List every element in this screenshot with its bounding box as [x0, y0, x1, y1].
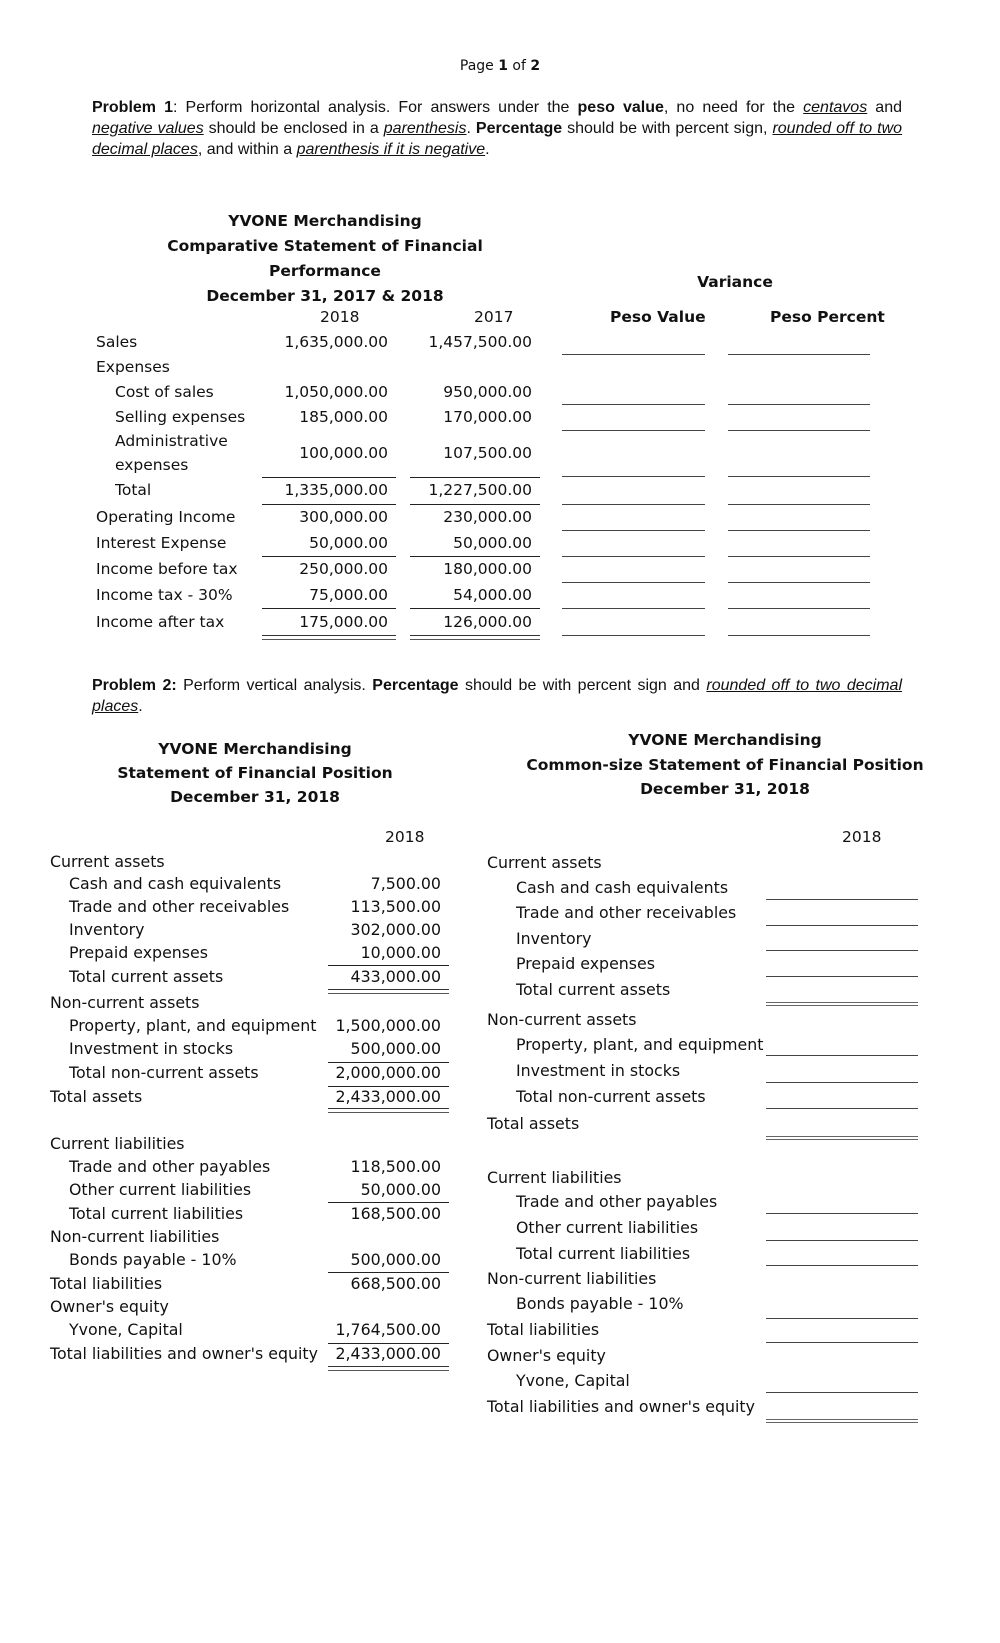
bs-row-label: Owner's equity [50, 1297, 169, 1316]
statement-date: December 31, 2018 [170, 788, 340, 806]
total-rule [262, 556, 396, 557]
bs-row-value: 50,000.00 [360, 1180, 441, 1199]
bs-row-label: Prepaid expenses [69, 943, 208, 962]
total-rule [328, 1202, 449, 1203]
total-rule [410, 608, 540, 609]
total-rule [328, 1086, 449, 1087]
cs-row-label: Trade and other payables [516, 1192, 718, 1211]
problem2-right-header [520, 728, 930, 802]
peso-percent-input[interactable] [728, 354, 870, 355]
total-rule [262, 608, 396, 609]
peso-value-input[interactable] [562, 635, 705, 636]
percent-input[interactable] [766, 899, 918, 900]
peso-percent-input[interactable] [728, 504, 870, 505]
cs-row-label: Total current liabilities [516, 1244, 691, 1263]
peso-value-input[interactable] [562, 504, 705, 505]
bs-row-label: Inventory [69, 920, 145, 939]
value-2017: 950,000.00 [443, 383, 532, 401]
peso-value-input[interactable] [562, 476, 705, 477]
col-2017: 2017 [474, 308, 514, 326]
peso-percent-input[interactable] [728, 530, 870, 531]
col-peso-percent: Peso Percent [770, 308, 885, 326]
value-2018: 1,335,000.00 [284, 481, 388, 499]
value-2018: 185,000.00 [299, 408, 388, 426]
bs-row-label: Current assets [50, 852, 165, 871]
statement-title: Statement of Financial Position [117, 764, 393, 782]
total-rule [262, 504, 396, 505]
bs-row-label: Total non-current assets [69, 1063, 259, 1082]
problem2-left-header [90, 737, 420, 809]
percent-input[interactable] [766, 1265, 918, 1266]
company-name: YVONE Merchandising [628, 731, 822, 749]
statement-date: December 31, 2018 [640, 780, 810, 798]
bs-row-label: Yvone, Capital [69, 1320, 183, 1339]
bs-row-label: Total liabilities [50, 1274, 163, 1293]
bs-row-label: Non-current assets [50, 993, 200, 1012]
peso-percent-input[interactable] [728, 582, 870, 583]
percent-input[interactable] [766, 1002, 918, 1006]
percent-input[interactable] [766, 925, 918, 926]
percent-input[interactable] [766, 1136, 918, 1140]
value-2017: 170,000.00 [443, 408, 532, 426]
total-rule [410, 635, 540, 640]
cs-row-label: Cash and cash equivalents [516, 878, 729, 897]
bs-row-value: 1,764,500.00 [335, 1320, 441, 1339]
bs-row-label: Bonds payable - 10% [69, 1250, 237, 1269]
page-indicator: Page 1 of 2 [459, 58, 541, 74]
row-label: Administrative [115, 432, 228, 450]
right-year-header: 2018 [842, 828, 882, 846]
cs-row-label: Prepaid expenses [516, 954, 655, 973]
total-rule [328, 1272, 449, 1273]
bs-row-value: 500,000.00 [350, 1039, 441, 1058]
statement-title: Comparative Statement of Financial Performance [167, 237, 483, 280]
bs-row-label: Other current liabilities [69, 1180, 252, 1199]
value-2017: 107,500.00 [443, 444, 532, 462]
row-label: Income tax - 30% [96, 586, 233, 604]
value-2017: 126,000.00 [443, 613, 532, 631]
bs-row-label: Cash and cash equivalents [69, 874, 282, 893]
peso-value-input[interactable] [562, 582, 705, 583]
bs-row-label: Non-current liabilities [50, 1227, 220, 1246]
percent-input[interactable] [766, 976, 918, 977]
company-name: YVONE Merchandising [228, 212, 422, 230]
row-label: Cost of sales [115, 383, 214, 401]
peso-value-input[interactable] [562, 530, 705, 531]
row-label-cont: expenses [115, 456, 189, 474]
percent-input[interactable] [766, 1318, 918, 1319]
value-2018: 250,000.00 [299, 560, 388, 578]
row-label: Selling expenses [115, 408, 246, 426]
cs-row-label: Owner's equity [487, 1346, 606, 1365]
bs-row-value: 302,000.00 [350, 920, 441, 939]
bs-row-label: Trade and other receivables [69, 897, 290, 916]
bs-row-value: 500,000.00 [350, 1250, 441, 1269]
current-page: 1 [498, 58, 508, 74]
total-pages: 2 [530, 58, 541, 74]
row-label: Total [115, 481, 152, 499]
bs-row-value: 2,433,000.00 [335, 1344, 441, 1363]
percent-input[interactable] [766, 1108, 918, 1109]
bs-row-label: Investment in stocks [69, 1039, 234, 1058]
total-rule [328, 965, 449, 966]
bs-row-value: 433,000.00 [350, 967, 441, 986]
total-rule [262, 635, 396, 640]
percent-input[interactable] [766, 1342, 918, 1343]
percent-input[interactable] [766, 950, 918, 951]
cs-row-label: Total assets [487, 1114, 580, 1133]
row-label: Income before tax [96, 560, 238, 578]
row-label: Sales [96, 333, 138, 351]
problem2-instructions: Problem 2: Perform vertical analysis. Percentage should be with percent sign and rounded off to two decimal places. [92, 677, 903, 715]
cs-row-label: Trade and other receivables [516, 903, 737, 922]
problem1-instructions: Problem 1: Perform horizontal analysis. For answers under the peso value, no need for the centavos and negative values should be enclosed in a parenthesis. Percentage should be with percent sign, rounded off to two decimal places, and within a parenthesis if it is negative. [92, 99, 903, 158]
peso-value-input[interactable] [562, 608, 705, 609]
peso-percent-input[interactable] [728, 476, 870, 477]
percent-input[interactable] [766, 1392, 918, 1393]
percent-input[interactable] [766, 1055, 918, 1056]
value-2017: 1,227,500.00 [428, 481, 532, 499]
percent-input[interactable] [766, 1419, 918, 1423]
peso-value-input[interactable] [562, 404, 705, 405]
bs-row-label: Current liabilities [50, 1134, 185, 1153]
col-2018: 2018 [320, 308, 360, 326]
total-rule [328, 1108, 449, 1113]
bs-row-label: Property, plant, and equipment [69, 1016, 317, 1035]
value-2018: 175,000.00 [299, 613, 388, 631]
bs-row-label: Total current liabilities [69, 1204, 244, 1223]
row-label: Expenses [96, 358, 170, 376]
peso-percent-input[interactable] [728, 404, 870, 405]
row-label: Income after tax [96, 613, 225, 631]
value-2018: 75,000.00 [309, 586, 388, 604]
bs-row-value: 668,500.00 [350, 1274, 441, 1293]
bs-row-value: 1,500,000.00 [335, 1016, 441, 1035]
bs-row-value: 2,433,000.00 [335, 1087, 441, 1106]
cs-row-label: Other current liabilities [516, 1218, 699, 1237]
value-2018: 50,000.00 [309, 534, 388, 552]
bs-row-label: Total liabilities and owner's equity [50, 1344, 318, 1363]
total-rule [410, 556, 540, 557]
percent-input[interactable] [766, 1213, 918, 1214]
cs-row-label: Non-current assets [487, 1010, 637, 1029]
peso-value-input[interactable] [562, 556, 705, 557]
left-year-header: 2018 [385, 828, 425, 846]
value-2017: 50,000.00 [453, 534, 532, 552]
cs-row-label: Bonds payable - 10% [516, 1294, 684, 1313]
cs-row-label: Total liabilities [487, 1320, 600, 1339]
bs-row-label: Total current assets [69, 967, 224, 986]
statement-title: Common-size Statement of Financial Position [526, 755, 924, 774]
percent-input[interactable] [766, 1082, 918, 1083]
total-rule [410, 504, 540, 505]
value-2018: 1,635,000.00 [284, 333, 388, 351]
cs-row-label: Yvone, Capital [516, 1371, 630, 1390]
cs-row-label: Current liabilities [487, 1168, 622, 1187]
value-2017: 1,457,500.00 [428, 333, 532, 351]
value-2017: 180,000.00 [443, 560, 532, 578]
peso-percent-input[interactable] [728, 556, 870, 557]
peso-percent-input[interactable] [728, 608, 870, 609]
value-2017: 54,000.00 [453, 586, 532, 604]
value-2018: 100,000.00 [299, 444, 388, 462]
value-2017: 230,000.00 [443, 508, 532, 526]
bs-row-value: 2,000,000.00 [335, 1063, 441, 1082]
cs-row-label: Current assets [487, 853, 602, 872]
total-rule [328, 1366, 449, 1371]
cs-row-label: Inventory [516, 929, 592, 948]
company-name: YVONE Merchandising [158, 740, 352, 758]
problem1-statement-header [110, 209, 540, 309]
variance-header: Variance [697, 273, 773, 291]
total-rule [328, 1343, 449, 1344]
row-label: Operating Income [96, 508, 236, 526]
total-rule [410, 477, 540, 478]
peso-value-input[interactable] [562, 430, 705, 431]
cs-row-label: Total non-current assets [516, 1087, 706, 1106]
cs-row-label: Total liabilities and owner's equity [487, 1397, 755, 1416]
bs-row-label: Total assets [50, 1087, 143, 1106]
bs-row-value: 113,500.00 [350, 897, 441, 916]
value-2018: 1,050,000.00 [284, 383, 388, 401]
percent-input[interactable] [766, 1240, 918, 1241]
col-peso-value: Peso Value [610, 308, 706, 326]
cs-row-label: Total current assets [516, 980, 671, 999]
cs-row-label: Property, plant, and equipment [516, 1035, 764, 1054]
total-rule [262, 477, 396, 478]
cs-row-label: Investment in stocks [516, 1061, 681, 1080]
row-label: Interest Expense [96, 534, 227, 552]
bs-row-value: 118,500.00 [350, 1157, 441, 1176]
peso-percent-input[interactable] [728, 635, 870, 636]
bs-row-value: 7,500.00 [370, 874, 441, 893]
value-2018: 300,000.00 [299, 508, 388, 526]
peso-value-input[interactable] [562, 354, 705, 355]
bs-row-value: 10,000.00 [360, 943, 441, 962]
statement-date: December 31, 2017 & 2018 [206, 287, 444, 305]
peso-percent-input[interactable] [728, 430, 870, 431]
total-rule [328, 989, 449, 994]
cs-row-label: Non-current liabilities [487, 1269, 657, 1288]
bs-row-label: Trade and other payables [69, 1157, 271, 1176]
total-rule [328, 1062, 449, 1063]
bs-row-value: 168,500.00 [350, 1204, 441, 1223]
